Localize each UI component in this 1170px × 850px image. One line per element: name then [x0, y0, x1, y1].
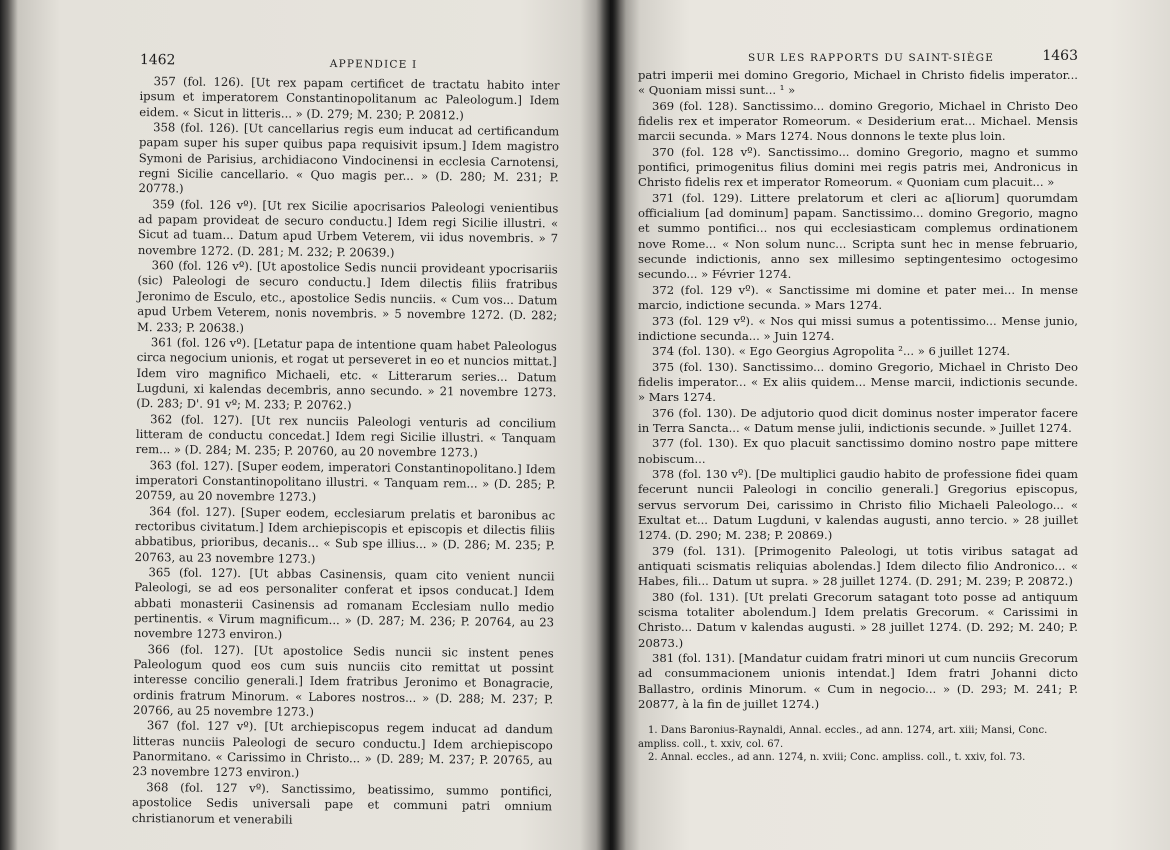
- entry-paragraph: 366 (fol. 127). [Ut apostolice Sedis nuncii sic instent penes Paleologum quod eos cum suis nunciis cito remittat ut possint interesse concilio generali.] Idem fratribus Jeronimo et Bonagracie, ordinis fratrum Minorum. « Labores nostros... » (D. 288; M. 237; P. 20766, au 25 novembre 1273.): [132, 641, 554, 719]
- entry-paragraph: 365 (fol. 127). [Ut abbas Casinensis, quam cito venient nuncii Paleologi, se ad eos personaliter conferat et ipsos conducat.] Idem abbati monasterii Casinensis ad romanam Ecclesiam nullo medio pertinentis. « Virum magnificum... » (D. 287; M. 236; P. 20764, au 23 novembre 1273 environ.): [133, 565, 555, 642]
- entry-paragraph: 377 (fol. 130). Ex quo placuit sanctissimo domino nostro pape mittere nobiscum...: [638, 436, 1078, 466]
- entry-paragraph: 378 (fol. 130 vº). [De multiplici gaudio habito de professione fidei quam fecerunt nuncii Paleologi in concilio generali.] Gregorius episcopus, servus servorum Dei, carissimo in Christo filio Michaeli Paleologo... « Exultat et... Datum Lugduni, v kalendas augusti, anno tercio. » 28 juillet 1274. (D. 290; M. 238; P. 20869.): [638, 466, 1078, 543]
- entry-paragraph: 370 (fol. 128 vº). Sanctissimo... domino Gregorio, magno et summo pontifici, primogenitus filius domini mei regis patris mei, Andronicus in Christo fidelis rex et imperator Romeorum. « Quoniam cum placuit... »: [638, 144, 1078, 190]
- right-page-content: [638, 46, 1078, 765]
- left-page-content: [132, 48, 560, 830]
- entry-paragraph: 375 (fol. 130). Sanctissimo... domino Gregorio, Michael in Christo Deo fidelis imperator... « Ex aliis quidem... Mense marcii, indictionis secunde. » Mars 1274.: [638, 359, 1078, 405]
- continuation-paragraph: patri imperii mei domino Gregorio, Michael in Christo fidelis imperator... « Quoniam missi sunt... ¹ »: [638, 68, 1078, 98]
- entry-paragraph: 374 (fol. 130). « Ego Georgius Agropolita ²... » 6 juillet 1274.: [652, 344, 1011, 359]
- entry-paragraph: 380 (fol. 131). [Ut prelati Grecorum satagant toto posse ad antiquum scisma totaliter abolendum.] Idem prelatis Grecorum. « Carissimi in Christo... Datum v kalendas augusti. » 28 juillet 1274. (D. 292; M. 240; P. 20873.): [638, 589, 1078, 650]
- entry-paragraph: 358 (fol. 126). [Ut cancellarius regis eum inducat ad certificandum papam super his super quibus papa requisivit ipsum.] Idem magistro Symoni de Parisius, archidiacono Vindocinensi in ecclesia Carnotensi, regni Sicilie cancellario. « Quo magis per... » (D. 280; M. 231; P. 20778.): [138, 120, 560, 196]
- right-page: [610, 0, 1170, 850]
- entry-paragraph: 361 (fol. 126 vº). [Letatur papa de intentione quam habet Paleologus circa negocium unionis, et rogat ut perseveret in eo et nuncios mittat.] Idem viro magnifico Michaeli, etc. « Litterarum series... Datum Lugduni, xi kalendas decembris, anno secundo. » 21 novembre 1273. (D. 283; D'. 91 vº; M. 233; P. 20762.): [136, 334, 557, 413]
- running-head: SUR LES RAPPORTS DU SAINT-SIÈGE: [748, 52, 995, 64]
- entry-paragraph: 369 (fol. 128). Sanctissimo... domino Gregorio, Michael in Christo Deo fidelis rex et imperator Romeorum. « Desiderium erat... Michael. Mensis marcii secunda. » Mars 1274. Nous donnons le texte plus loin.: [638, 98, 1078, 144]
- entry-paragraph: 381 (fol. 131). [Mandatur cuidam fratri minori ut cum nunciis Grecorum ad consummacionem unionis intendat.] Idem fratri Johanni dicto Ballastro, ordinis Minorum. « Cum in negocio... » (D. 293; M. 241; P. 20877, à la fin de juillet 1274.): [638, 651, 1078, 712]
- entry-paragraph: 379 (fol. 131). [Primogenito Paleologi, ut totis viribus satagat ad antiquati scismatis reliquias abolendas.] Idem dilecto filio Andronico... « Habes, fili... Datum ut supra. » 28 juillet 1274. (D. 291; M. 239; P. 20872.): [638, 543, 1078, 589]
- left-body-text: [132, 74, 560, 830]
- entry-paragraph: 362 (fol. 127). [Ut rex nunciis Paleologi venturis ad concilium litteram de conductu concedat.] Idem regi Sicilie illustri. « Tanquam rem... » (D. 284; M. 235; P. 20760, au 20 novembre 1273.): [135, 411, 557, 460]
- entry-paragraph: 360 (fol. 126 vº). [Ut apostolice Sedis nuncii provideant ypocrisariis (sic) Paleologi de securo conductu.] Idem dilectis filiis fratribus Jeronimo de Esculo, etc., apostolice Sedis nunciis. « Cum vos... Datum apud Urbem Veterem, nonis novembris. » 5 novembre 1272. (D. 282; M. 233; P. 20638.): [137, 258, 558, 335]
- page-number: 1463: [1042, 48, 1078, 64]
- entry-paragraph: 371 (fol. 129). Littere prelatorum et cleri ac a[liorum] quorumdam officialium [ad dominum] papam. Sanctissimo... domino Gregorio, magno et summo pontifici... nos qui ecclesiasticam complemus ordinationem nove Rome... « Non solum nunc... Scripta sunt hec in mense februario, secunde indictionis, anno sex millesimo septingentesimo octogesimo secundo... » Février 1274.: [638, 190, 1078, 282]
- entry-paragraph: 367 (fol. 127 vº). [Ut archiepiscopus regem inducat ad dandum litteras nunciis Paleologi de securo conductu.] Idem archiepiscopo Panormitano. « Carissimo in Christo... » (D. 289; M. 237; P. 20765, au 23 novembre 1273 environ.): [132, 718, 553, 781]
- entry-paragraph: 373 (fol. 129 vº). « Nos qui missi sumus a potentissimo... Mense junio, indictione secunda... » Juin 1274.: [638, 313, 1078, 343]
- footnotes: [638, 724, 1078, 765]
- right-page-header: [638, 46, 1078, 68]
- entry-paragraph: 359 (fol. 126 vº). [Ut rex Sicilie apocrisarios Paleologi venientibus ad papam provideat de securo conductu.] Idem regi Sicilie illustri. « Sicut ad tuam... Datum apud Urbem Veterem, vii idus novembris. » 7 novembre 1272. (D. 281; M. 232; P. 20639.): [137, 196, 559, 260]
- book-gutter: [596, 0, 626, 850]
- running-head: APPENDICE I: [329, 57, 418, 71]
- right-body-text: [638, 68, 1078, 712]
- page-number: 1462: [139, 51, 176, 69]
- entry-paragraph: 372 (fol. 129 vº). « Sanctissime mi domine et pater mei... In mense marcio, indictione secunda. » Mars 1274.: [638, 282, 1078, 313]
- entry-paragraph: 363 (fol. 127). [Super eodem, imperatori Constantinopolitano.] Idem imperatori Constantinopolitano illustri. « Tanquam rem... » (D. 285; P. 20759, au 20 novembre 1273.): [135, 457, 556, 505]
- left-page-header: [140, 48, 560, 74]
- footnote: 2. Annal. eccles., ad ann. 1274, n. xviii; Conc. ampliss. coll., t. xxiv, fol. 73.: [648, 752, 1026, 764]
- entry-paragraph: 357 (fol. 126). [Ut rex papam certificet de tractatu habito inter ipsum et imperatorem Constantinopolitanum ac Paleologum.] Idem eidem. « Sicut in litteris... » (D. 279; M. 230; P. 20812.): [139, 74, 560, 123]
- entry-paragraph: 376 (fol. 130). De adjutorio quod dicit dominus noster imperator facere in Terra Sancta... « Datum mense julii, indictionis secunde. » Juillet 1274.: [638, 405, 1078, 435]
- entry-paragraph: 364 (fol. 127). [Super eodem, ecclesiarum prelatis et baronibus ac rectoribus civitatum.] Idem archiepiscopis et episcopis et dilectis filiis abbatibus, prioribus, decanis... « Sub spe illius... » (D. 286; M. 235; P. 20763, au 23 novembre 1273.): [134, 503, 556, 566]
- footnote: 1. Dans Baronius-Raynaldi, Annal. eccles., ad ann. 1274, art. xiii; Mansi, Conc. ampliss. coll., t. xxiv, col. 67.: [638, 725, 1048, 750]
- entry-paragraph: 368 (fol. 127 vº). Sanctissimo, beatissimo, summo pontifici, apostolice Sedis universali pape et communi patri omnium christianorum et venerabili: [131, 779, 553, 827]
